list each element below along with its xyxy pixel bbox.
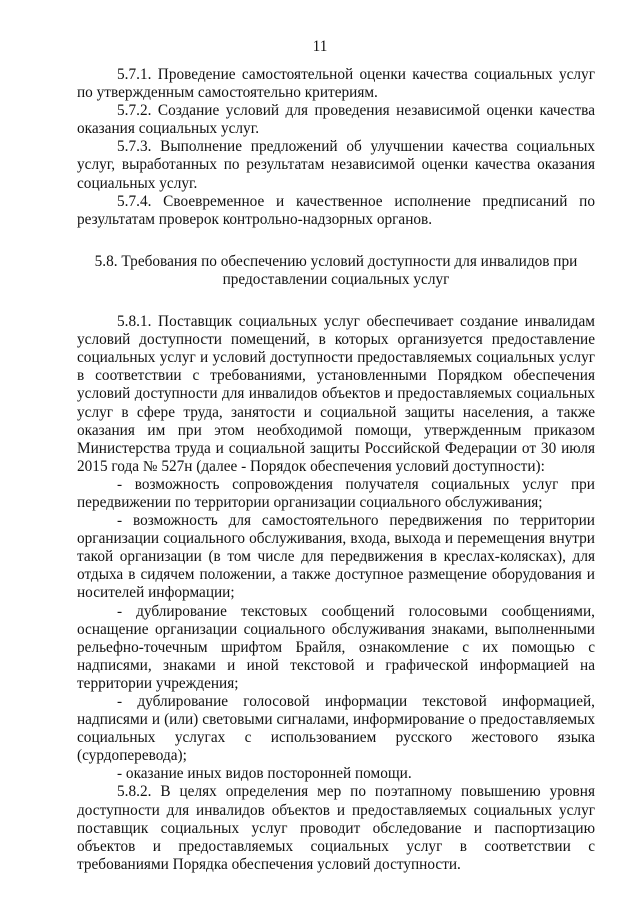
page-number: 11	[312, 38, 328, 55]
paragraph-5-7-3: 5.7.3. Выполнение предложений об улучшении качества социальных услуг, выработанных по результатам независимой оценки качества оказания социальных услуг.	[77, 138, 595, 192]
list-item-escort: - возможность сопровождения получателя социальных услуг при передвижении по территории организации социального обслуживания;	[77, 475, 595, 511]
document-body	[77, 66, 595, 874]
paragraph-5-7-2: 5.7.2. Создание условий для проведения независимой оценки качества оказания социальных услуг.	[77, 102, 595, 138]
list-item-text-duplication: - дублирование голосовой информации текстовой информацией, надписями и (или) световыми сигналами, информирование о предоставляемых социальных услугах с использованием русского жестового языка (сурдоперевода);	[77, 693, 595, 765]
paragraph-5-8-1: 5.8.1. Поставщик социальных услуг обеспечивает создание инвалидам условий доступности помещений, в которых организуется предоставление социальных услуг и условий доступности предоставляемых социальных услуг в соответствии с требованиями, установленными Порядком обеспечения условий доступности для инвалидов объектов и предоставляемых социальных услуг в сфере труда, занятости и социальной защиты населения, а также оказания им при этом необходимой помощи, утвержденным приказом Министерства труда и социальной защиты Российской Федерации от 30 июля 2015 года № 527н (далее - Порядок обеспечения условий доступности):	[77, 313, 595, 475]
paragraph-5-7-1: 5.7.1. Проведение самостоятельной оценки качества социальных услуг по утвержденным самостоятельно критериям.	[77, 66, 595, 102]
list-item-voice-duplication: - дублирование текстовых сообщений голосовыми сообщениями, оснащение организации социального обслуживания знаками, выполненными рельефно-точечным шрифтом Брайля, ознакомление с их помощью с надписями, знаками и иной текстовой и графической информацией на территории учреждения;	[77, 602, 595, 692]
list-item-other-assistance: - оказание иных видов посторонней помощи.	[117, 765, 412, 783]
section-heading-5-8: 5.8. Требования по обеспечению условий доступности для инвалидов при предоставлении социальных услуг	[94, 252, 578, 288]
paragraph-5-7-4: 5.7.4. Своевременное и качественное исполнение предписаний по результатам проверок контрольно-надзорных органов.	[77, 192, 595, 228]
list-item-independent-movement: - возможность для самостоятельного передвижения по территории организации социального обслуживания, входа, выхода и перемещения внутри такой организации (в том числе для передвижения в креслах-колясках), для отдыха в сидячем положении, а также доступное размещение оборудования и носителей информации;	[77, 512, 595, 602]
paragraph-5-8-2: 5.8.2. В целях определения мер по поэтапному повышению уровня доступности для инвалидов объектов и предоставляемых социальных услуг поставщик социальных услуг проводит обследование и паспортизацию объектов и предоставляемых социальных услуг в соответствии с требованиями Порядка обеспечения условий доступности.	[77, 783, 595, 873]
